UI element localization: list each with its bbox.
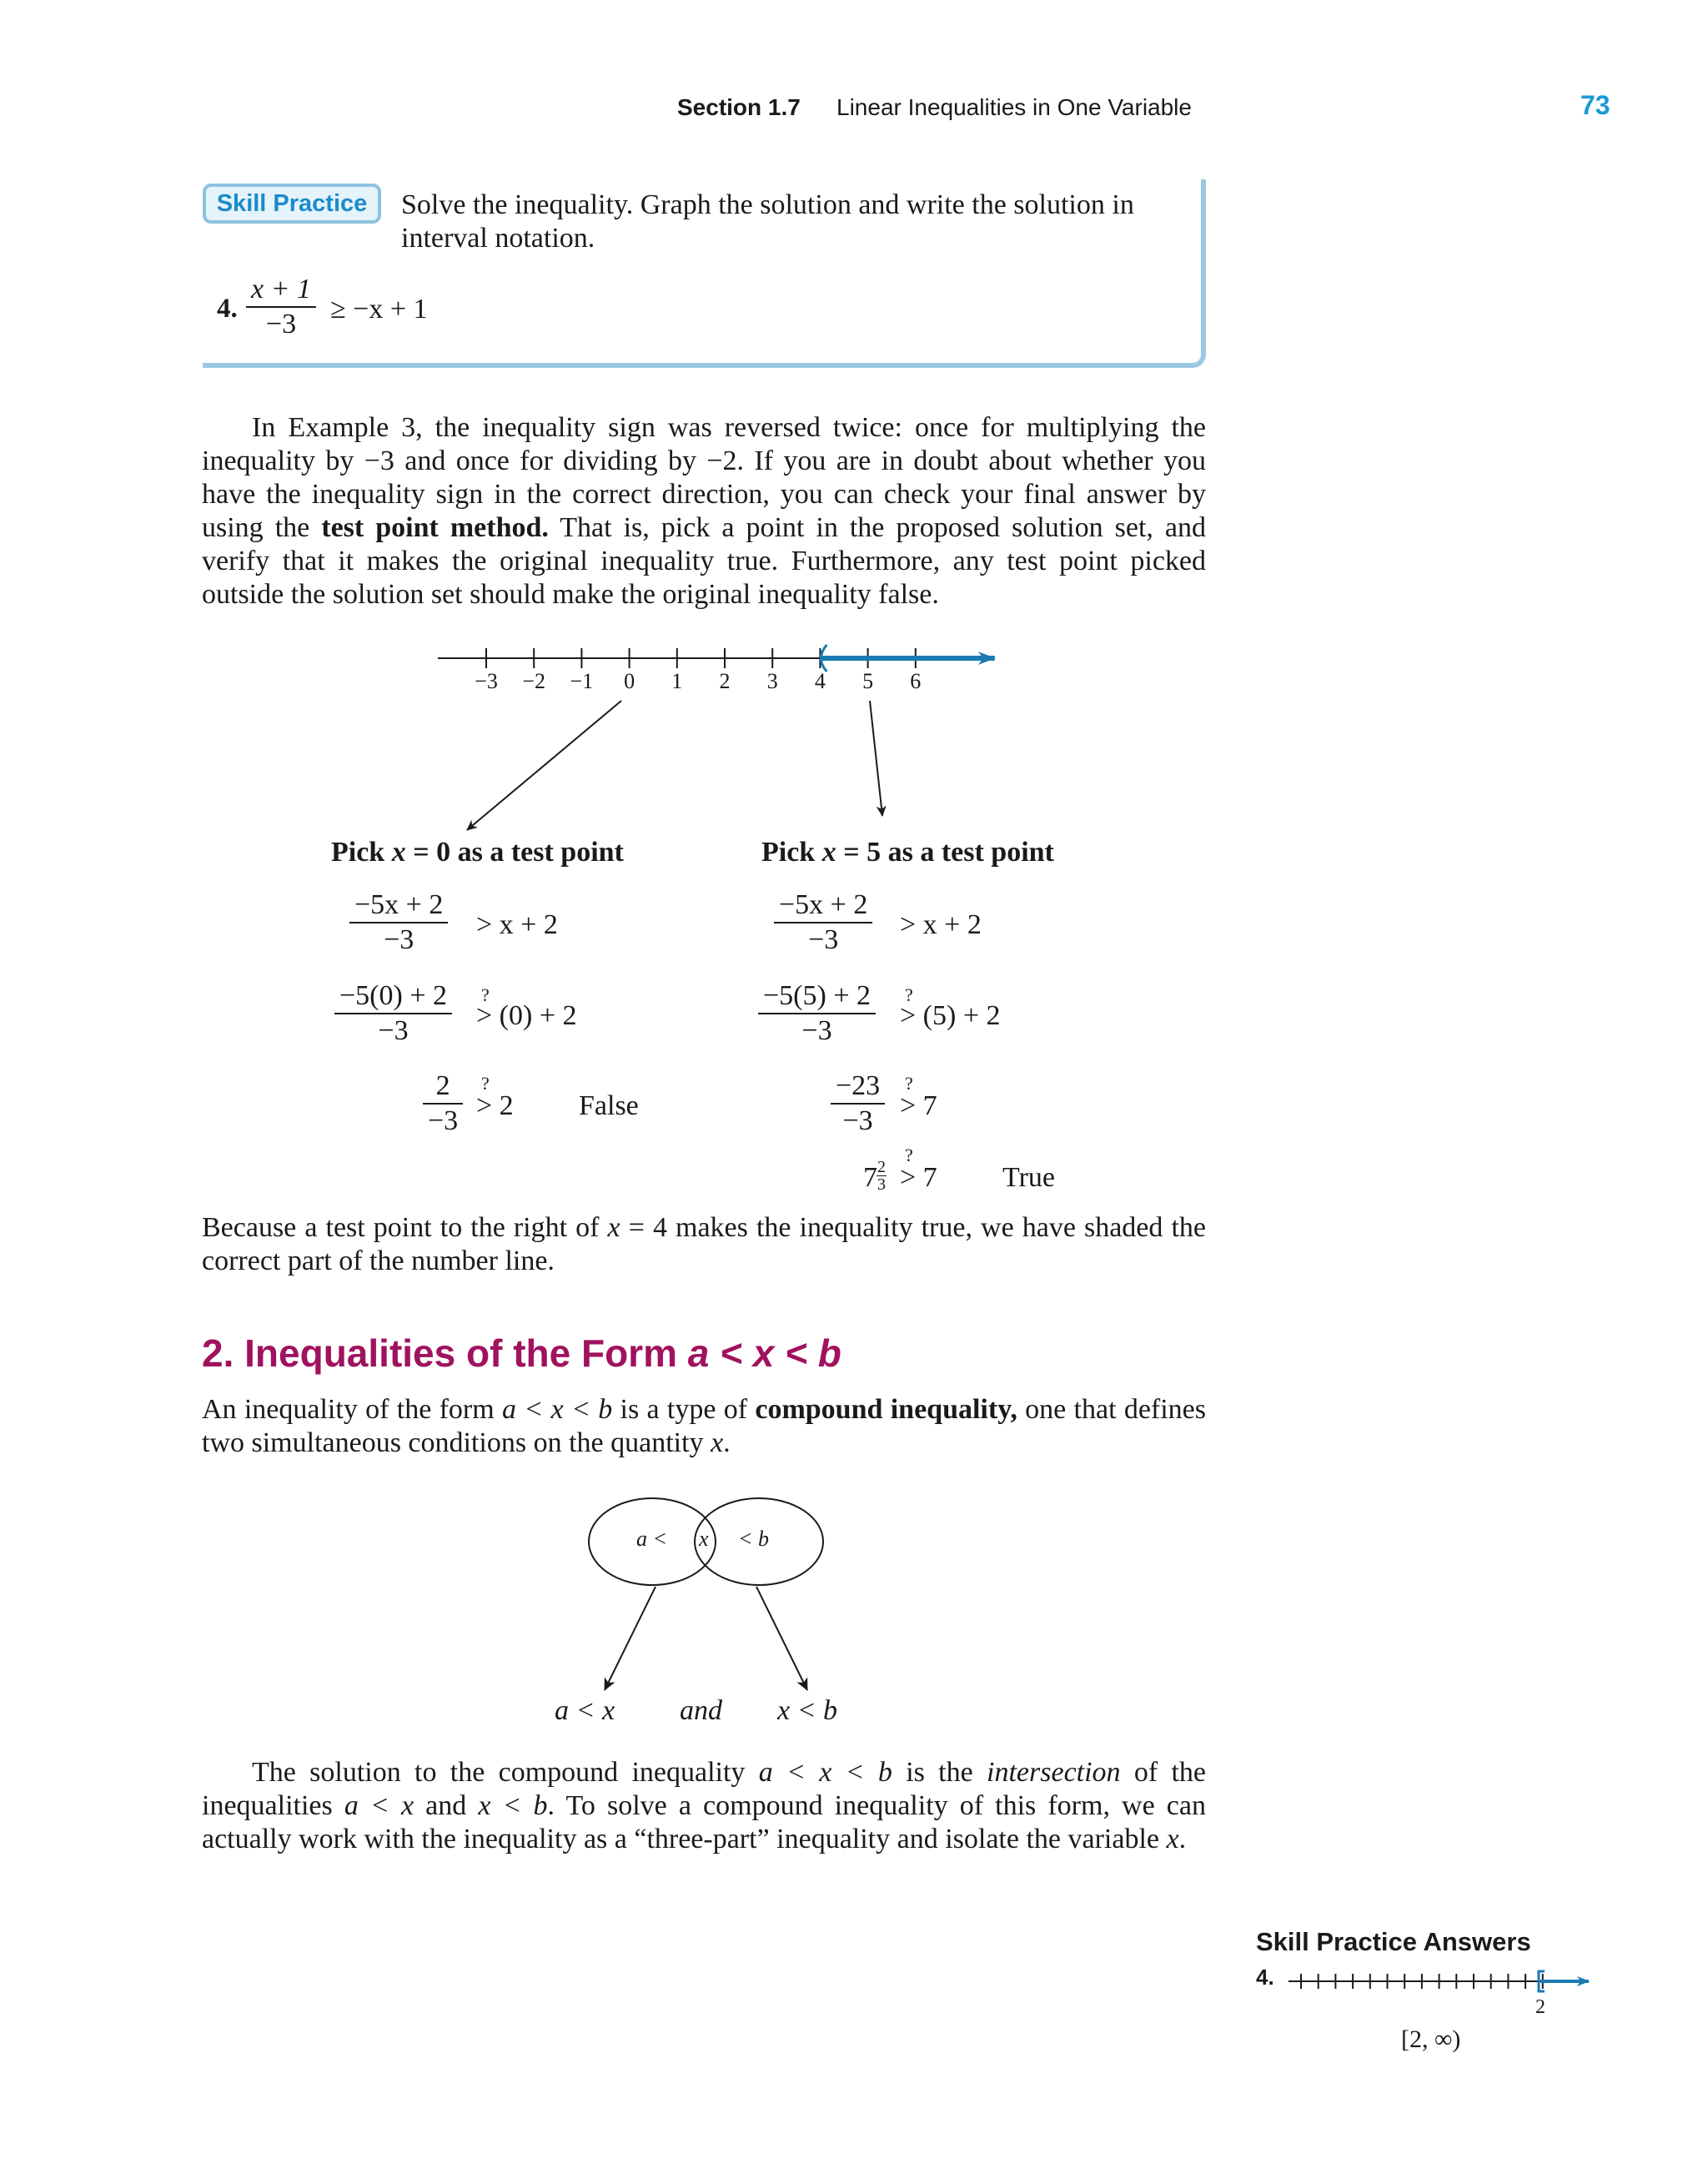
left-fraction-2 bbox=[334, 979, 452, 1048]
left-fraction-3 bbox=[423, 1069, 463, 1138]
fraction-denominator: −3 bbox=[384, 924, 414, 955]
fraction-denominator: −3 bbox=[378, 1015, 409, 1046]
venn-center-label: x bbox=[699, 1527, 709, 1551]
fraction-numerator: 2 bbox=[423, 1069, 463, 1105]
paragraph-text: . bbox=[1178, 1824, 1187, 1854]
answers-title: Skill Practice Answers bbox=[1256, 1927, 1531, 1956]
fraction-numerator: −5(0) + 2 bbox=[334, 979, 452, 1014]
left-rhs-2: > (0) + 2 bbox=[476, 1000, 577, 1031]
paragraph-text: . To solve a compound inequality of this form, we can actually work with the inequality as a “three-part” inequality and isolate the variable bbox=[202, 1790, 1206, 1854]
left-rhs-3: > 2 bbox=[476, 1090, 514, 1121]
question-mark: ? bbox=[905, 1073, 913, 1094]
math-expression: x < b bbox=[478, 1790, 548, 1821]
venn-right-label: < b bbox=[738, 1527, 770, 1551]
number-line-tick-label: 3 bbox=[766, 669, 778, 693]
left-result: False bbox=[579, 1090, 639, 1121]
paragraph-text: and bbox=[414, 1790, 479, 1821]
question-mark: ? bbox=[905, 1145, 913, 1165]
term-test-point-method: test point method. bbox=[321, 512, 549, 543]
paragraph-text: Because a test point to the right of bbox=[202, 1212, 608, 1243]
paragraph-text: . bbox=[723, 1427, 731, 1458]
paragraph-text: In Example 3, the inequality sign was reversed twice: once for multiplying the inequality by −3 and once for dividing by −2. If you are in doubt about whether you have the inequality sign in the correct direction, you can check your final answer by using the bbox=[202, 412, 1206, 543]
paragraph-text: one that defines two simultaneous conditions on the quantity bbox=[202, 1394, 1206, 1458]
number-line-tick-label: 0 bbox=[624, 669, 635, 693]
heading-text: 2. Inequalities of the Form bbox=[202, 1331, 688, 1375]
right-rhs-2: > (5) + 2 bbox=[900, 1000, 1001, 1031]
venn-left-label: a < bbox=[636, 1527, 668, 1551]
skill-practice-badge: Skill Practice bbox=[203, 184, 381, 224]
heading-text: = 0 as a test point bbox=[405, 837, 624, 868]
venn-diagram bbox=[0, 1485, 1708, 1702]
fraction-denominator: −3 bbox=[808, 924, 839, 955]
right-rhs-4: > 7 bbox=[900, 1162, 937, 1193]
paragraph-text: An inequality of the form bbox=[202, 1394, 502, 1425]
fraction-numerator: −5(5) + 2 bbox=[758, 979, 876, 1014]
heading-text: Pick bbox=[761, 837, 822, 868]
answer-number: 4. bbox=[1256, 1965, 1274, 1990]
venn-result-left: a < x bbox=[555, 1695, 615, 1726]
paragraph-compound-intro bbox=[202, 1393, 1206, 1460]
number-line-tick-label: −1 bbox=[570, 669, 594, 693]
left-fraction-1 bbox=[349, 888, 448, 957]
math-expression: a < x < b bbox=[758, 1757, 892, 1788]
section-title: Linear Inequalities in One Variable bbox=[836, 94, 1192, 120]
paragraph-conclusion bbox=[202, 1211, 1206, 1278]
fraction-numerator: −5x + 2 bbox=[349, 888, 448, 923]
math-expression: a < x < b bbox=[502, 1394, 613, 1425]
arrow-to-x0 bbox=[467, 701, 621, 830]
section-label: Section 1.7 bbox=[677, 94, 801, 120]
answer-interval: [2, ∞) bbox=[1401, 2025, 1461, 2053]
section-heading bbox=[202, 1331, 841, 1376]
number-line-tick-label: 2 bbox=[719, 669, 731, 693]
problem-rhs: ≥ −x + 1 bbox=[330, 294, 428, 325]
fraction-numerator: −23 bbox=[831, 1069, 885, 1105]
arrow-to-x5 bbox=[870, 701, 882, 816]
paragraph-text: That is, pick a point in the proposed solution set, and verify that it makes the original inequality true. Furthermore, any test point picked outside the solution set should make the original inequality false. bbox=[202, 512, 1206, 610]
mixed-number-fraction bbox=[877, 1159, 887, 1193]
term-intersection: intersection bbox=[987, 1757, 1121, 1788]
fraction-denominator: 3 bbox=[877, 1175, 886, 1194]
venn-result-right: x < b bbox=[777, 1695, 838, 1726]
fraction-denominator: −3 bbox=[265, 309, 297, 340]
question-mark: ? bbox=[481, 1073, 490, 1094]
fraction-numerator: x + 1 bbox=[246, 273, 316, 308]
venn-result-and: and bbox=[680, 1695, 722, 1726]
right-fraction-3 bbox=[831, 1069, 885, 1138]
number-line-tick-label: 6 bbox=[910, 669, 922, 693]
answer-endpoint-label: 2 bbox=[1535, 1996, 1545, 2018]
question-mark: ? bbox=[481, 984, 490, 1005]
heading-var: x bbox=[821, 837, 836, 868]
math-var: x bbox=[607, 1212, 620, 1243]
venn-arrow-left bbox=[605, 1587, 656, 1690]
number-line-tick-label: 1 bbox=[671, 669, 683, 693]
math-expression: a < x bbox=[344, 1790, 414, 1821]
heading-text: Pick bbox=[331, 837, 392, 868]
paragraph-text: is the bbox=[892, 1757, 987, 1788]
math-var: x bbox=[1166, 1824, 1179, 1854]
number-line-diagram bbox=[0, 0, 1708, 884]
paragraph-text: is a type of bbox=[612, 1394, 756, 1425]
right-rhs-3: > 7 bbox=[900, 1090, 937, 1121]
heading-var: x bbox=[391, 837, 406, 868]
right-rhs-1: > x + 2 bbox=[900, 909, 982, 940]
right-check-heading bbox=[761, 837, 1054, 868]
paragraph-text: = 4 makes the inequality true, we have shaded the correct part of the number line. bbox=[202, 1212, 1206, 1276]
skill-practice-instruction: Solve the inequality. Graph the solution and write the solution in interval notation. bbox=[401, 189, 1134, 254]
fraction-denominator: −3 bbox=[428, 1105, 459, 1136]
left-check-heading bbox=[331, 837, 624, 868]
answer-number-line bbox=[1284, 1965, 1601, 1998]
number-line-tick-label: −3 bbox=[475, 669, 498, 693]
mixed-number-whole: 7 bbox=[863, 1162, 877, 1193]
question-mark: ? bbox=[905, 984, 913, 1005]
left-rhs-1: > x + 2 bbox=[476, 909, 558, 940]
venn-arrow-right bbox=[756, 1587, 807, 1690]
heading-math: a < x < b bbox=[687, 1331, 841, 1375]
number-line-tick-label: −2 bbox=[522, 669, 546, 693]
right-fraction-2 bbox=[758, 979, 876, 1048]
number-line-tick-label: 4 bbox=[814, 669, 826, 693]
fraction-numerator: 2 bbox=[877, 1158, 886, 1176]
term-compound-inequality: compound inequality, bbox=[755, 1394, 1017, 1425]
paragraph-text: The solution to the compound inequality bbox=[252, 1757, 759, 1788]
fraction-numerator: −5x + 2 bbox=[774, 888, 872, 923]
page-number: 73 bbox=[1580, 90, 1610, 120]
paragraph-text: of the inequalities bbox=[202, 1757, 1207, 1821]
math-var: x bbox=[711, 1427, 724, 1458]
fraction-denominator: −3 bbox=[842, 1105, 873, 1136]
right-result: True bbox=[1002, 1162, 1055, 1193]
number-line-tick-label: 5 bbox=[862, 669, 874, 693]
paragraph-intersection bbox=[202, 1756, 1206, 1856]
problem-number: 4. bbox=[217, 294, 238, 324]
heading-text: = 5 as a test point bbox=[836, 837, 1054, 868]
right-fraction-1 bbox=[774, 888, 872, 957]
fraction-denominator: −3 bbox=[801, 1015, 832, 1046]
